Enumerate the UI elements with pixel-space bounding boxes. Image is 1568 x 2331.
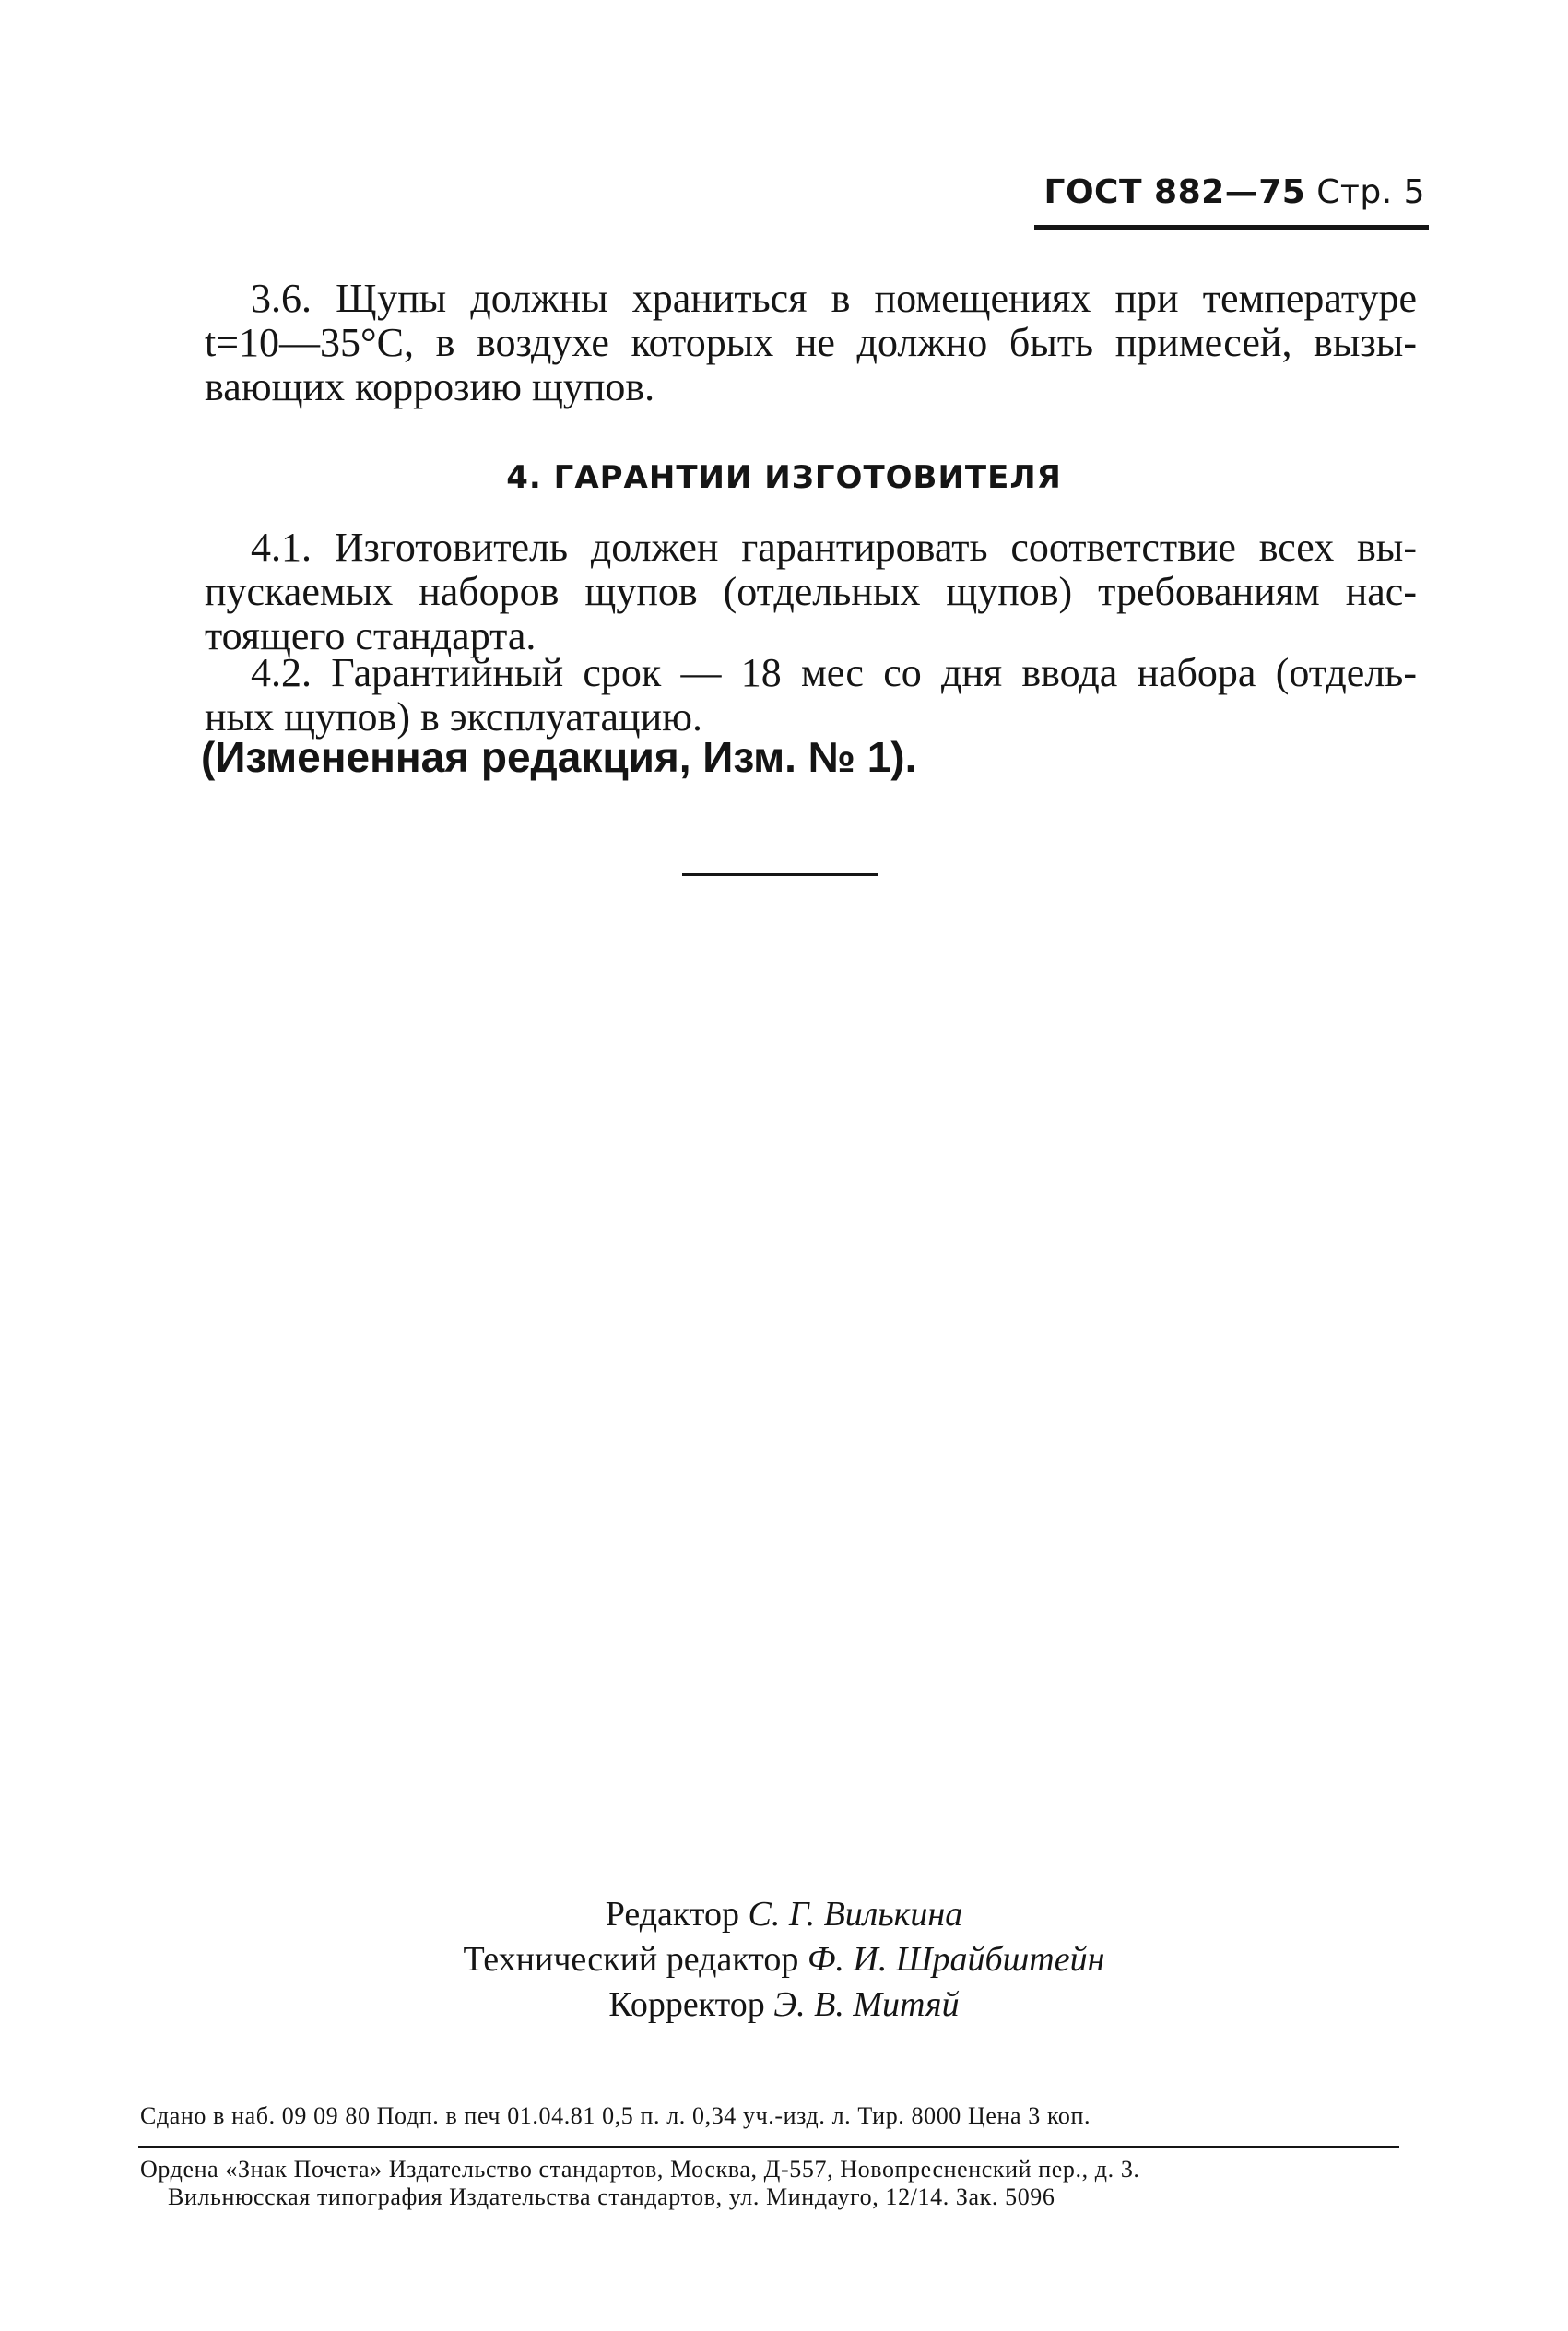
running-header	[1044, 173, 1426, 211]
tech-editor-role: Технический редактор	[463, 1940, 799, 1979]
paragraph-line: тоящего стандарта.	[205, 613, 536, 658]
paragraph-line: 4.1. Изготовитель должен гарантировать соответствие всех вы-	[251, 525, 1417, 570]
paragraph-4-2	[205, 651, 1417, 740]
credit-proofreader	[0, 1982, 1568, 2028]
section-title: 4. ГАРАНТИИ ИЗГОТОВИТЕЛЯ	[506, 459, 1062, 496]
editor-role: Редактор	[605, 1895, 739, 1934]
paragraph-line: пускаемых наборов щупов (отдельных щупов) требованиям нас-	[205, 569, 1417, 614]
paragraph-4-1	[205, 526, 1417, 658]
proofreader-name: Э. В. Митяй	[773, 1985, 960, 2024]
credit-editor	[0, 1892, 1568, 1937]
paragraph-3-6	[205, 277, 1417, 409]
imprint-publisher: Ордена «Знак Почета» Издательство стандартов, Москва, Д-557, Новопресненский пер., д. 3.	[140, 2156, 1140, 2183]
paragraph-line: ных щупов) в эксплуатацию.	[205, 694, 703, 740]
paragraph-line: 4.2. Гарантийный срок — 18 мес со дня ввода набора (отдель-	[251, 650, 1417, 695]
standard-number: ГОСТ 882—75	[1043, 173, 1306, 211]
end-rule	[682, 873, 878, 876]
paragraph-line: 3.6. Щупы должны храниться в помещениях при температуре	[251, 276, 1417, 321]
imprint-rule	[138, 2146, 1399, 2148]
credit-tech-editor	[0, 1937, 1568, 1982]
paragraph-line: вающих коррозию щупов.	[205, 364, 655, 409]
imprint-print-data: Сдано в наб. 09 09 80 Подп. в печ 01.04.81 0,5 п. л. 0,34 уч.-изд. л. Тир. 8000 Цена 3 коп.	[140, 2102, 1091, 2129]
paragraph-line: t=10—35°С, в воздухе которых не должно быть примесей, вызы-	[205, 320, 1417, 365]
page-number: Стр. 5	[1316, 173, 1425, 211]
tech-editor-name: Ф. И. Шрайбштейн	[807, 1940, 1105, 1979]
editor-name: С. Г. Вилькина	[748, 1895, 963, 1934]
proofreader-role: Корректор	[608, 1985, 765, 2024]
header-rule	[1034, 225, 1429, 230]
amendment-note: (Измененная редакция, Изм. № 1).	[201, 733, 917, 781]
credits	[0, 1892, 1568, 2028]
imprint-printer: Вильнюсская типография Издательства стандартов, ул. Миндауго, 12/14. Зак. 5096	[168, 2183, 1055, 2210]
